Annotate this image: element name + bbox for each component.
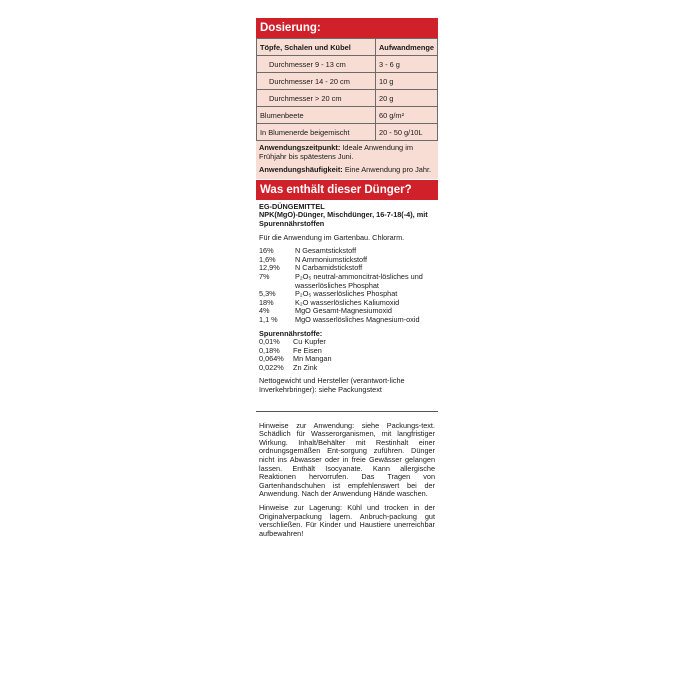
dosage-row-value: 20 - 50 g/10L <box>375 124 437 141</box>
table-row <box>257 124 438 141</box>
contents-section <box>256 200 438 403</box>
dosage-notes <box>256 141 438 179</box>
dosage-section <box>256 38 438 179</box>
dosage-row-label: Blumenbeete <box>257 107 376 124</box>
frequency-label: Anwendungshäufigkeit: <box>259 165 343 175</box>
dosage-col1-header: Töpfe, Schalen und Kübel <box>257 39 376 56</box>
dosage-row-label: Durchmesser > 20 cm <box>257 90 376 107</box>
contents-heading: Was enthält dieser Dünger? <box>256 180 438 200</box>
dosage-col2-header: Aufwandmenge <box>375 39 437 56</box>
net-weight-note: Nettogewicht und Hersteller (verantwort-liche Inverkehrbringer): siehe Packungstext <box>259 376 405 395</box>
dosage-heading: Dosierung: <box>256 18 438 38</box>
timing-note <box>259 144 435 161</box>
dosage-row-label: Durchmesser 14 - 20 cm <box>257 73 376 90</box>
dosage-row-label: In Blumenerde beigemischt <box>257 124 376 141</box>
table-row <box>257 90 438 107</box>
table-row <box>257 73 438 90</box>
list-item: 0,064% Mn Mangan <box>259 354 332 364</box>
fertilizer-type <box>259 203 435 229</box>
dosage-table <box>256 38 438 141</box>
list-item: 4% MgO Gesamt-Magnesiumoxid <box>259 306 392 316</box>
dosage-header-row <box>257 39 438 56</box>
list-item: 5,3% P₂O₅ wasserlösliches Phosphat <box>259 289 398 299</box>
list-item: 1,1 % MgO wasserlösliches Magnesium-oxid <box>259 314 420 324</box>
table-row <box>257 107 438 124</box>
table-row <box>257 56 438 73</box>
list-item: 0,022% Zn Zink <box>259 362 318 372</box>
frequency-text: Eine Anwendung pro Jahr. <box>342 165 432 175</box>
dosage-row-value: 10 g <box>375 73 437 90</box>
usage-text: Für die Anwendung im Gartenbau. Chlorarm. <box>259 232 405 242</box>
timing-label: Anwendungszeitpunkt: <box>259 143 341 152</box>
application-hints: Hinweise zur Anwendung: siehe Packungs-text. Schädlich für Wasserorganismen, mit langfristiger Wirkung. Inhalt/Behälter mit Restinhalt einer ordnungsgemäßen Ent-sorgung zuführen. Dünger nicht ins Abwasser oder in freie Gewässer gelangen lassen. Enthält Isocyanate. Kann allergische Reaktionen hervorrufen. Das Tragen von Gartenhandschuhen ist empfehlenswert bei der Anwendung. Nach der Anwendung Hände waschen. <box>259 420 435 499</box>
type-title: EG-DÜNGEMITTEL <box>259 201 325 211</box>
list-item: 0,18% Fe Eisen <box>259 345 322 355</box>
list-item: 1,6% N Ammoniumstickstoff <box>259 254 368 264</box>
dosage-row-value: 3 - 6 g <box>375 56 437 73</box>
storage-hints: Hinweise zur Lagerung: Kühl und trocken in der Originalverpackung lagern. Anbruch-packung gut verschließen. Für Kinder und Haustiere unerreichbar aufbewahren! <box>259 503 435 538</box>
list-item: 7% P₂O₅ neutral-ammoncitrat-lösliches und wasserlösliches Phosphat <box>259 271 423 290</box>
nutrient-list <box>259 247 435 324</box>
trace-title: Spurennährstoffe: <box>259 328 323 338</box>
dosage-row-value: 60 g/m² <box>375 107 437 124</box>
type-description: NPK(MgO)-Dünger, Mischdünger, 16-7-18(-4), mit Spurennährstoffen <box>259 210 428 228</box>
trace-list <box>259 338 435 372</box>
hints-section <box>256 412 438 539</box>
list-item: 18% K₂O wasserlösliches Kaliumoxid <box>259 297 400 307</box>
list-item: 12,9% N Carbamidstickstoff <box>259 263 363 273</box>
list-item: 16% N Gesamtstickstoff <box>259 246 357 256</box>
fertilizer-label <box>256 18 438 690</box>
dosage-row-value: 20 g <box>375 90 437 107</box>
timing-text: Ideale Anwendung im Frühjahr bis spätestens Juni. <box>259 143 414 161</box>
frequency-note <box>259 166 435 175</box>
list-item: 0,01% Cu Kupfer <box>259 337 326 347</box>
dosage-row-label: Durchmesser 9 - 13 cm <box>257 56 376 73</box>
